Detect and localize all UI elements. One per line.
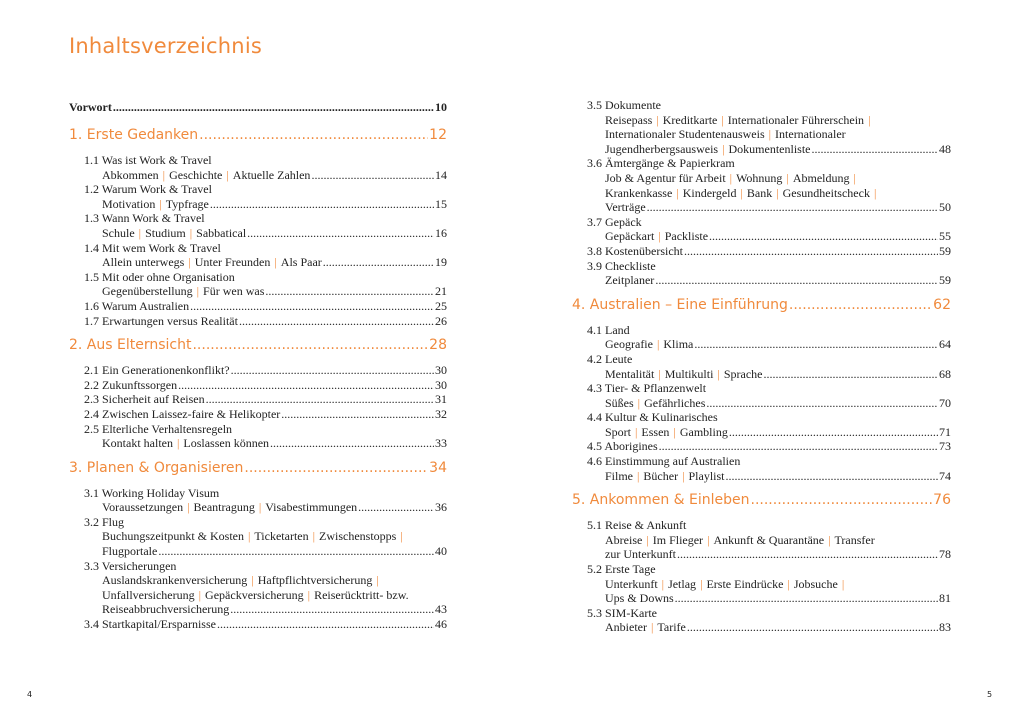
leader-dots	[684, 244, 938, 259]
section-3-3-topics-line3[interactable]	[69, 602, 447, 617]
section-1-1-topics[interactable]	[69, 168, 447, 183]
page-number: 14	[435, 167, 447, 182]
leader-dots	[729, 425, 938, 440]
leader-dots	[239, 314, 434, 329]
topic: Verträge	[605, 200, 646, 215]
topic: Unter Freunden	[194, 255, 271, 270]
section-5-2-topics-line2[interactable]	[572, 591, 951, 606]
topic: Unfallversicherung	[102, 587, 195, 602]
separator: |	[188, 255, 191, 270]
topic: Gepäckart	[605, 229, 655, 244]
section-4-1-topics[interactable]	[572, 337, 951, 352]
page-number: 10	[435, 100, 447, 114]
section-5-3[interactable]: 5.3 SIM-Karte	[587, 605, 657, 620]
section-4-4-topics[interactable]	[572, 425, 951, 440]
separator: |	[637, 395, 641, 410]
section-1-5-topics[interactable]	[69, 284, 447, 299]
topic: Als Paar	[280, 255, 322, 270]
topic: Internationaler Führerschein	[727, 112, 865, 127]
topic: Kindergeld	[682, 185, 737, 200]
separator: |	[400, 529, 403, 544]
leader-dots	[210, 197, 434, 212]
leader-dots	[265, 284, 434, 299]
separator: |	[722, 141, 725, 156]
topic: Jugendherbergsausweis	[605, 141, 719, 156]
page-number: 16	[435, 225, 447, 240]
separator: |	[307, 587, 311, 602]
topic: Bank	[746, 185, 773, 200]
entry-label: 3.4 Startkapital/Ersparnisse	[84, 617, 216, 632]
page-number: 64	[939, 337, 951, 352]
leader-dots	[281, 407, 434, 422]
chapter-1-heading[interactable]	[69, 125, 447, 145]
separator: |	[729, 170, 733, 185]
page-number: 76	[933, 492, 951, 509]
section-3-7-topics[interactable]	[572, 229, 951, 244]
topic: Zwischenstopps	[319, 529, 397, 544]
leader-dots	[647, 200, 938, 215]
leader-dots	[677, 547, 938, 562]
section-3-3[interactable]: 3.3 Versicherungen	[84, 558, 177, 573]
topic: Multikulti	[664, 366, 714, 381]
topic: Motivation	[102, 196, 156, 211]
topic: Schule	[102, 225, 135, 240]
separator: |	[740, 185, 743, 200]
separator: |	[786, 170, 789, 185]
page-number: 34	[429, 459, 447, 476]
leader-dots	[789, 295, 932, 315]
topic: Für wen was	[203, 284, 265, 299]
topic: Anbieter	[605, 620, 647, 635]
page-number: 71	[939, 424, 951, 439]
separator: |	[873, 185, 877, 200]
topic: Gefährliches	[644, 395, 706, 410]
leader-dots	[323, 255, 434, 270]
section-2-4[interactable]	[69, 407, 447, 422]
leader-dots	[709, 229, 938, 244]
page-number: 28	[429, 337, 447, 354]
topic: Flugportale	[102, 544, 158, 559]
leader-dots	[726, 469, 939, 484]
separator: |	[868, 112, 871, 127]
topic: Packliste	[664, 229, 709, 244]
leader-dots	[659, 439, 938, 454]
topic: Internationaler	[775, 127, 846, 142]
section-4-3-topics[interactable]	[572, 396, 951, 411]
section-1-1[interactable]: 1.1 Was ist Work & Travel	[84, 153, 212, 167]
section-3-3-topics-line2[interactable]	[69, 588, 447, 603]
section-2-5[interactable]: 2.5 Elterliche Verhaltensregeln	[84, 421, 233, 436]
section-3-1-topics[interactable]	[69, 500, 447, 515]
page-number: 50	[939, 200, 951, 215]
topic: Sabbatical	[196, 225, 247, 240]
topic: Geografie	[605, 337, 653, 352]
topic: Buchungszeitpunkt & Kosten	[102, 529, 244, 544]
section-5-1-topics-line1[interactable]	[572, 533, 951, 548]
topic: Jobsuche	[793, 576, 838, 591]
topic: Beantragung	[193, 500, 255, 515]
page-number: 12	[429, 127, 447, 143]
topic: Essen	[641, 424, 670, 439]
separator: |	[656, 337, 660, 352]
chapter-label: 4. Australien – Eine Einführung	[572, 296, 788, 313]
separator: |	[707, 532, 710, 547]
separator: |	[187, 500, 190, 515]
leader-dots	[751, 490, 933, 510]
page-number: 32	[435, 406, 447, 421]
separator: |	[312, 529, 316, 544]
section-1-4-topics[interactable]	[69, 255, 447, 270]
topic: Gesundheitscheck	[782, 185, 870, 200]
entry-label: 4.5 Aborigines	[587, 439, 658, 454]
separator: |	[828, 532, 831, 547]
section-5-1-topics-line2[interactable]	[572, 547, 951, 562]
topic: Dokumentenliste	[728, 141, 811, 156]
section-3-1[interactable]: 3.1 Working Holiday Visum	[84, 485, 220, 500]
topic: Internationaler Studentenausweis	[605, 127, 765, 142]
topic: Allein unterwegs	[102, 255, 185, 270]
separator: |	[776, 185, 779, 200]
section-3-2[interactable]: 3.2 Flug	[84, 514, 125, 529]
page-number: 46	[435, 617, 447, 632]
section-4-2[interactable]: 4.2 Leute	[587, 351, 633, 366]
topic: Jetlag	[668, 576, 697, 591]
section-2-2[interactable]	[69, 378, 447, 393]
entry-label: 2.3 Sicherheit auf Reisen	[84, 392, 205, 407]
leader-dots	[694, 337, 938, 352]
leader-dots	[247, 226, 434, 241]
section-3-9-topics[interactable]	[572, 273, 951, 288]
chapter-label: 2. Aus Elternsicht	[69, 337, 192, 354]
section-3-5-topics-line1[interactable]	[572, 113, 951, 128]
section-3-5[interactable]: 3.5 Dokumente	[587, 98, 661, 112]
topic: Geschichte	[169, 167, 223, 182]
separator: |	[189, 225, 193, 240]
page-number: 59	[939, 243, 951, 258]
separator: |	[162, 167, 166, 182]
topic: Auslandskrankenversicherung	[102, 573, 248, 588]
chapter-4-heading[interactable]	[572, 295, 951, 315]
section-3-6-topics-line3[interactable]	[572, 200, 951, 215]
topic: Abkommen	[102, 167, 159, 182]
section-1-3[interactable]: 1.3 Wann Work & Travel	[84, 211, 205, 226]
leader-dots	[217, 617, 434, 632]
separator: |	[682, 468, 685, 483]
topic: Abmeldung	[792, 170, 850, 185]
separator: |	[637, 468, 640, 483]
chapter-label: 3. Planen & Organisieren	[69, 459, 244, 476]
section-4-2-topics[interactable]	[572, 367, 951, 382]
separator: |	[768, 127, 772, 142]
page-number-left: 4	[27, 690, 33, 699]
leader-dots	[178, 378, 434, 393]
separator: |	[198, 587, 202, 602]
topic: Studium	[145, 225, 186, 240]
topic: Krankenkasse	[605, 185, 673, 200]
page-number: 21	[435, 284, 447, 299]
topic: Im Flieger	[652, 532, 704, 547]
section-5-2-topics-line1[interactable]	[572, 577, 951, 592]
section-1-5[interactable]: 1.5 Mit oder ohne Organisation	[84, 269, 235, 284]
topic: zur Unterkunft	[605, 547, 676, 562]
topic: Unterkunft	[605, 576, 658, 591]
separator: |	[196, 284, 200, 299]
topic: Reiseabbruchversicherung	[102, 602, 230, 617]
separator: |	[138, 225, 142, 240]
section-3-6-topics-line2[interactable]	[572, 186, 951, 201]
separator: |	[247, 529, 251, 544]
separator: |	[650, 620, 654, 635]
toc-left-column	[69, 98, 447, 632]
topic: Aktuelle Zahlen	[232, 167, 311, 182]
topic: Ups & Downs	[605, 591, 674, 606]
page-number: 30	[435, 377, 447, 392]
section-3-7[interactable]: 3.7 Gepäck	[587, 214, 642, 229]
chapter-2-heading[interactable]	[69, 335, 447, 355]
separator: |	[376, 573, 379, 588]
separator: |	[251, 573, 254, 588]
topic: Visabestimmungen	[265, 500, 358, 515]
leader-dots	[675, 591, 938, 606]
topic: Zeitplaner	[605, 273, 655, 288]
topic: Klima	[663, 337, 694, 352]
section-4-1[interactable]: 4.1 Land	[587, 322, 630, 337]
separator: |	[646, 532, 649, 547]
separator: |	[658, 229, 661, 244]
entry-label: 1.7 Erwartungen versus Realität	[84, 313, 238, 328]
separator: |	[656, 112, 659, 127]
section-3-9[interactable]: 3.9 Checkliste	[587, 258, 656, 273]
page-title: Inhaltsverzeichnis	[69, 34, 262, 58]
separator: |	[635, 424, 638, 439]
section-1-2-topics[interactable]	[69, 197, 447, 212]
page-number: 55	[939, 229, 951, 244]
page-number: 25	[435, 298, 447, 313]
separator: |	[274, 255, 277, 270]
page-number: 78	[939, 547, 951, 562]
section-5-1[interactable]: 5.1 Reise & Ankunft	[587, 518, 687, 533]
page-number: 70	[939, 395, 951, 410]
separator: |	[658, 366, 661, 381]
section-4-3[interactable]: 4.3 Tier- & Pflanzenwelt	[587, 381, 707, 396]
chapter-3-heading[interactable]	[69, 458, 447, 478]
section-5-2[interactable]: 5.2 Erste Tage	[587, 562, 656, 577]
section-4-6[interactable]: 4.6 Einstimmung auf Australien	[587, 454, 741, 469]
chapter-label: 5. Ankommen & Einleben	[572, 492, 750, 509]
topic: Wohnung	[736, 170, 783, 185]
page-number: 31	[435, 392, 447, 407]
toc-right-column	[572, 98, 951, 635]
separator: |	[673, 424, 676, 439]
entry-label: 3.8 Kostenübersicht	[587, 243, 683, 258]
leader-dots	[655, 273, 938, 288]
separator: |	[676, 185, 679, 200]
section-3-8[interactable]	[572, 244, 951, 259]
section-4-6-topics[interactable]	[572, 469, 951, 484]
topic: Kontakt halten	[102, 436, 173, 451]
section-3-5-topics-line3[interactable]	[572, 142, 951, 157]
separator: |	[853, 170, 856, 185]
topic: Filme	[605, 468, 634, 483]
separator: |	[700, 576, 703, 591]
topic: Mentalität	[605, 366, 655, 381]
page-number: 74	[939, 468, 951, 483]
chapter-5-heading[interactable]	[572, 490, 951, 510]
topic: Süßes	[605, 395, 634, 410]
leader-dots	[206, 392, 434, 407]
page-number: 33	[435, 436, 447, 451]
page-number-right: 5	[987, 690, 993, 699]
leader-dots	[311, 168, 434, 183]
leader-dots	[231, 363, 434, 378]
topic: Ticketarten	[254, 529, 309, 544]
topic: Voraussetzungen	[102, 500, 184, 515]
page-number: 40	[435, 544, 447, 559]
entry-label: 2.4 Zwischen Laissez-faire & Helikopter	[84, 406, 281, 421]
leader-dots	[706, 396, 938, 411]
section-3-4[interactable]	[69, 617, 447, 632]
section-1-6[interactable]	[69, 299, 447, 314]
section-3-2-topics-line2[interactable]	[69, 544, 447, 559]
topic: Gambling	[679, 424, 728, 439]
page-number: 15	[435, 196, 447, 211]
topic: Haftpflichtversicherung	[257, 573, 373, 588]
page-number: 59	[939, 273, 951, 288]
topic: Transfer	[834, 532, 875, 547]
leader-dots	[199, 125, 428, 145]
topic: Typfrage	[165, 196, 209, 211]
chapter-label: 1. Erste Gedanken	[69, 127, 199, 143]
leader-dots	[113, 98, 434, 117]
leader-dots	[192, 335, 428, 355]
section-5-3-topics[interactable]	[572, 620, 951, 635]
section-3-6-topics-line1[interactable]	[572, 171, 951, 186]
topic: Gepäckversicherung	[205, 587, 304, 602]
topic: Bücher	[643, 468, 679, 483]
topic: Ankunft & Quarantäne	[713, 532, 825, 547]
separator: |	[717, 366, 720, 381]
leader-dots	[687, 620, 938, 635]
section-4-5[interactable]	[572, 439, 951, 454]
section-1-2[interactable]: 1.2 Warum Work & Travel	[84, 182, 212, 197]
page-number: 19	[435, 255, 447, 270]
topic: Sprache	[723, 366, 763, 381]
entry-label: 2.2 Zukunftssorgen	[84, 377, 178, 392]
page-number: 83	[939, 620, 951, 635]
section-3-6[interactable]: 3.6 Ämtergänge & Papierkram	[587, 156, 735, 171]
leader-dots	[358, 500, 434, 515]
section-1-7[interactable]	[69, 314, 447, 329]
section-2-5-topics[interactable]	[69, 436, 447, 451]
topic: Job & Agentur für Arbeit	[605, 170, 726, 185]
leader-dots	[763, 367, 938, 382]
section-3-3-topics-line1[interactable]	[69, 573, 447, 588]
leader-dots	[158, 544, 434, 559]
entry-label: 2.1 Ein Generationenkonflikt?	[84, 363, 230, 378]
page-number: 43	[435, 602, 447, 617]
page-number: 62	[933, 296, 951, 313]
page-number: 36	[435, 500, 447, 515]
topic: Sport	[605, 424, 632, 439]
topic: Reisepass	[605, 112, 653, 127]
section-1-3-topics[interactable]	[69, 226, 447, 241]
section-1-4[interactable]: 1.4 Mit wem Work & Travel	[84, 240, 221, 255]
separator: |	[258, 500, 262, 515]
topic: Loslassen können	[183, 436, 270, 451]
separator: |	[721, 112, 724, 127]
page-number: 30	[435, 363, 447, 378]
page-number: 68	[939, 366, 951, 381]
separator: |	[661, 576, 665, 591]
leader-dots	[270, 436, 434, 451]
toc-entry-vorwort[interactable]	[69, 98, 447, 117]
separator: |	[226, 167, 229, 182]
separator: |	[787, 576, 790, 591]
separator: |	[841, 576, 845, 591]
leader-dots	[190, 299, 434, 314]
topic: Reiserücktritt- bzw.	[314, 587, 409, 602]
page-number: 73	[939, 439, 951, 454]
topic: Gegenüberstellung	[102, 284, 193, 299]
separator: |	[176, 436, 180, 451]
separator: |	[159, 196, 162, 211]
page-number: 26	[435, 313, 447, 328]
entry-label: Vorwort	[69, 100, 112, 114]
page-number: 81	[939, 591, 951, 606]
leader-dots	[811, 142, 938, 157]
section-2-3[interactable]	[69, 392, 447, 407]
section-2-1[interactable]	[69, 363, 447, 378]
leader-dots	[244, 458, 428, 478]
page-number: 48	[939, 141, 951, 156]
section-3-2-topics-line1[interactable]	[69, 529, 447, 544]
leader-dots	[230, 602, 434, 617]
topic: Abreise	[605, 532, 643, 547]
topic: Playlist	[688, 468, 725, 483]
entry-label: 1.6 Warum Australien	[84, 298, 190, 313]
topic: Tarife	[657, 620, 686, 635]
topic: Erste Eindrücke	[706, 576, 784, 591]
section-4-4[interactable]: 4.4 Kultur & Kulinarisches	[587, 410, 718, 425]
topic: Kreditkarte	[662, 112, 718, 127]
section-3-5-topics-line2[interactable]	[572, 127, 951, 142]
